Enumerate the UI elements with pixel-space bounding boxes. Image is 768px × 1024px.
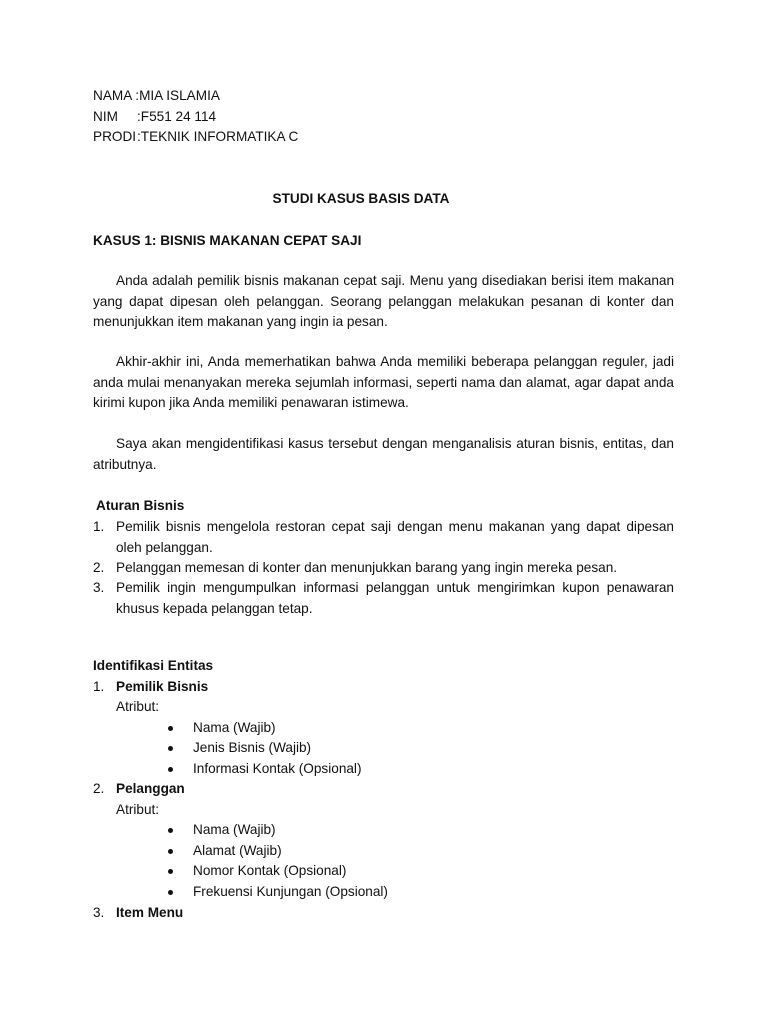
student-prodi: :TEKNIK INFORMATIKA C — [137, 129, 299, 144]
attribute-label: Atribut: — [116, 699, 160, 714]
entity-number: 1. — [93, 679, 105, 694]
student-name: MIA ISLAMIA — [139, 88, 220, 103]
bullet-icon — [168, 890, 173, 895]
entity-item — [93, 779, 674, 800]
entity-number: 3. — [93, 905, 105, 920]
business-rule-number: 2. — [93, 560, 105, 575]
attribute-item — [168, 861, 346, 881]
attribute-item — [168, 841, 282, 861]
entity-item — [93, 677, 674, 698]
attribute-item — [168, 820, 276, 840]
attribute-item — [168, 882, 388, 902]
attribute-item — [168, 718, 276, 738]
nama-key: NAMA : — [93, 88, 140, 103]
attribute-text: Nama (Wajib) — [193, 822, 276, 837]
attribute-label: Atribut: — [116, 802, 160, 817]
business-rule-text: Pemilik ingin mengumpulkan informasi pelanggan untuk mengirimkan kupon penawaran khusus kepada pelanggan tetap. — [116, 580, 674, 616]
bullet-icon — [168, 726, 173, 731]
business-rule-number: 3. — [93, 580, 105, 595]
bullet-icon — [168, 849, 173, 854]
student-name-row — [93, 86, 220, 106]
attribute-text: Jenis Bisnis (Wajib) — [193, 740, 312, 755]
paragraph-analysis: Saya akan mengidentifikasi kasus tersebut dengan menganalisis aturan bisnis, entitas, dan atributnya. — [93, 436, 674, 472]
attribute-text: Informasi Kontak (Opsional) — [193, 761, 362, 776]
business-rule-item — [93, 578, 674, 619]
student-nim: :F551 24 114 — [137, 109, 217, 124]
bullet-icon — [168, 828, 173, 833]
business-rule-number: 1. — [93, 519, 105, 534]
entity-name: Pelanggan — [116, 781, 185, 796]
paragraph-regular-customers: Akhir-akhir ini, Anda memerhatikan bahwa Anda memiliki beberapa pelanggan reguler, jadi anda mulai menanyakan mereka sejumlah informasi, seperti nama dan alamat, agar dapat anda kirimi kupon jika Anda memiliki penawaran istimewa. — [93, 354, 674, 411]
entity-name: Pemilik Bisnis — [116, 679, 209, 694]
attribute-item — [168, 759, 361, 779]
nim-key: NIM — [93, 109, 118, 124]
case-heading: KASUS 1: BISNIS MAKANAN CEPAT SAJI — [93, 233, 362, 248]
business-rule-text: Pemilik bisnis mengelola restoran cepat saji dengan menu makanan yang dapat dipesan oleh pelanggan. — [116, 519, 674, 555]
attribute-item — [168, 738, 311, 758]
entities-heading: Identifikasi Entitas — [93, 658, 214, 673]
business-rules-heading: Aturan Bisnis — [96, 498, 185, 513]
bullet-icon — [168, 767, 173, 772]
attribute-text: Alamat (Wajib) — [193, 843, 282, 858]
attribute-text: Nomor Kontak (Opsional) — [193, 863, 347, 878]
document-title: STUDI KASUS BASIS DATA — [272, 191, 450, 206]
entity-item — [93, 903, 674, 924]
attribute-text: Nama (Wajib) — [193, 720, 276, 735]
business-rule-item — [93, 517, 674, 558]
student-prodi-row — [93, 127, 298, 147]
student-nim-row — [93, 107, 216, 127]
entity-number: 2. — [93, 781, 105, 796]
paragraph-intro: Anda adalah pemilik bisnis makanan cepat saji. Menu yang disediakan berisi item makanan yang dapat dipesan oleh pelanggan. Seorang pelanggan melakukan pesanan di konter dan menunjukkan item makanan yang ingin ia pesan. — [93, 273, 674, 330]
attribute-text: Frekuensi Kunjungan (Opsional) — [193, 884, 388, 899]
business-rule-text: Pelanggan memesan di konter dan menunjukkan barang yang ingin mereka pesan. — [116, 560, 618, 575]
bullet-icon — [168, 869, 173, 874]
prodi-key: PRODI — [93, 129, 137, 144]
entity-name: Item Menu — [116, 905, 184, 920]
bullet-icon — [168, 746, 173, 751]
business-rule-item — [93, 558, 674, 579]
